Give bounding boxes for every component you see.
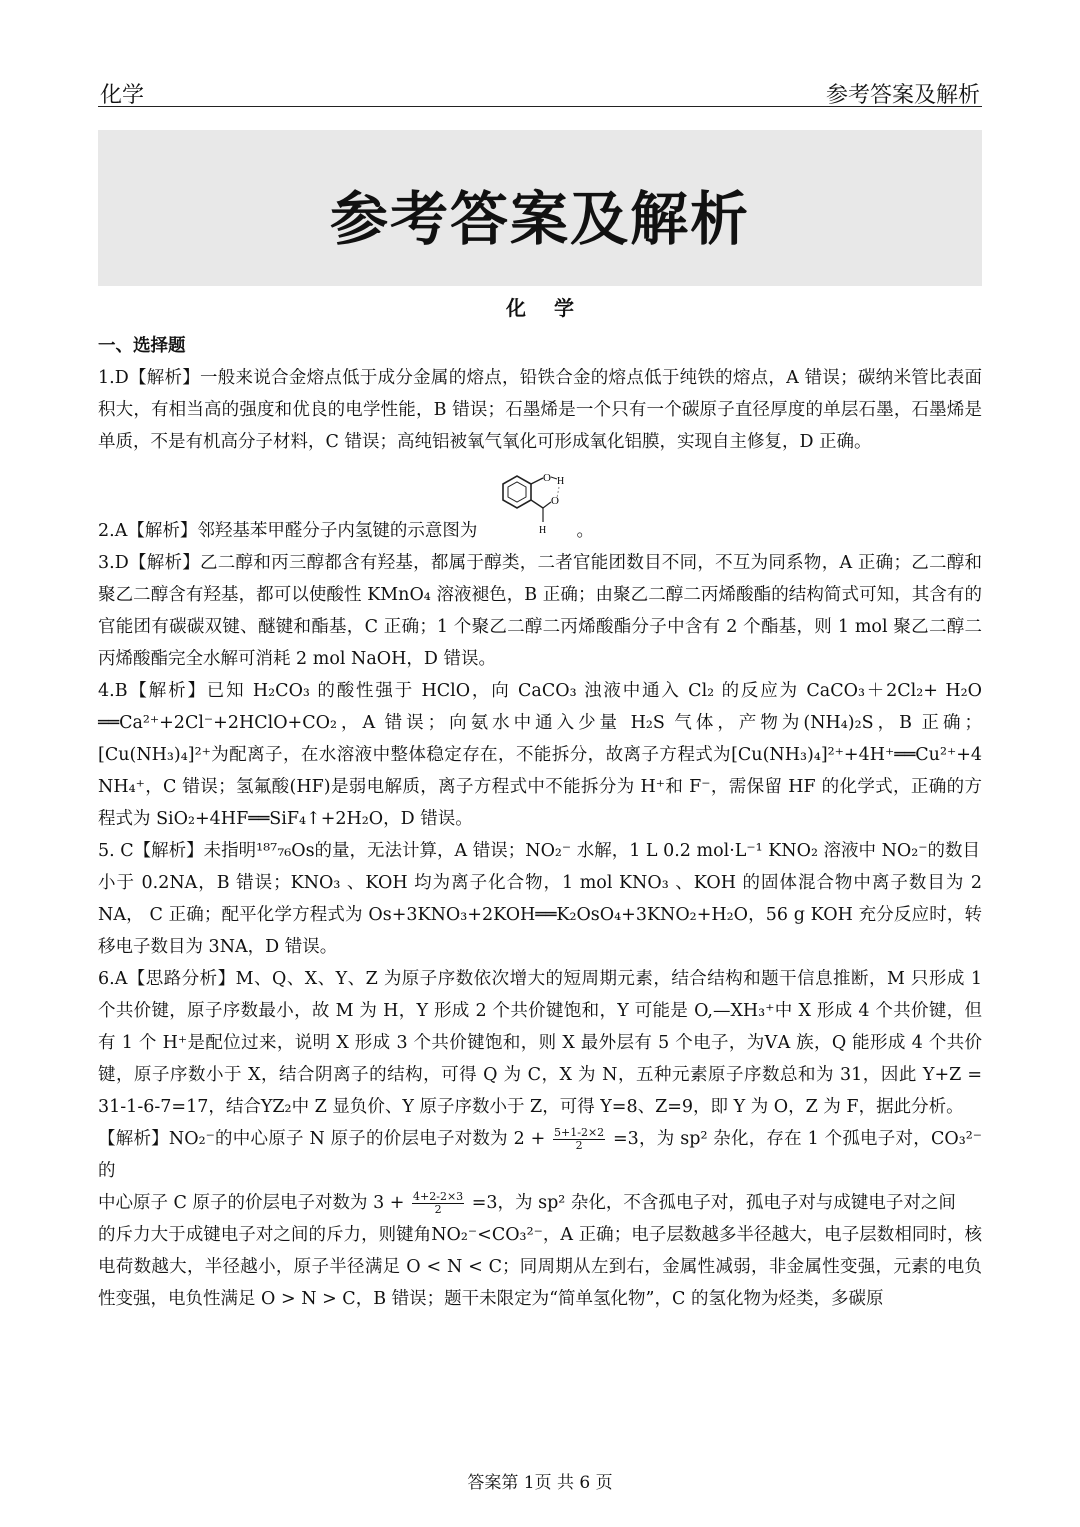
page-title: 参考答案及解析 [329,185,750,253]
fraction-n-pairs [553,1127,605,1152]
answer-1: 1.D【解析】一般来说合金熔点低于成分金属的熔点，铅铁合金的熔点低于纯铁的熔点，A 错误；碳纳米管比表面积大，有相当高的强度和优良的电学性能，B 错误；石墨烯是一个只有一个碳原子直径厚度的单层石墨，石墨烯是单质，不是有机高分子材料，C 错误；高纯铝被氧气氧化可形成氧化铝膜，实现自主修复，D 正确。 [98,368,982,452]
answer-5-part-2: 小于 0.2NA，B 错误；KNO₃ 、KOH 均为离子化合物，1 mol KNO₃ 、KOH 的固体混合物中离子数目为 2 NA， C 正确；配平化学方程式为 Os+3KNO₃+2KOH══K₂OsO₄+3KNO₂+H₂O，56 g KOH 充分反应时，转移电子数目为 3NA，D 错误。 [98,873,982,957]
answer-content [98,330,982,1315]
answer-6-solution-line-1 [98,1123,982,1187]
oxygen-2-label: O [550,495,559,507]
answer-6-s2b: =3，为 sp² 杂化，不含孤电子对，孤电子对与成键电子对之间 [471,1193,956,1213]
hydrogen-2-label: H [538,525,547,536]
answer-2 [98,470,982,547]
benzene-ring [503,476,531,508]
answer-4: 4.B【解析】已知 H₂CO₃ 的酸性强于 HClO，向 CaCO₃ 浊液中通入 Cl₂ 的反应为 CaCO₃＋2Cl₂+ H₂O ══Ca²⁺+2Cl⁻+2HClO+CO₂，A 错误；向氨水中通入少量 H₂S 气体，产物为(NH₄)₂S，B 正确；[Cu(NH₃)₄]²⁺为配离子，在水溶液中整体稳定存在，不能拆分，故离子方程式为[Cu(NH₃)₄]²⁺+4H⁺══Cu²⁺+4 NH₄⁺，C 错误；氢氟酸(HF)是弱电解质，离子方程式中不能拆分为 H⁺和 F⁻，需保留 HF 的化学式，正确的方程式为 SiO₂+4HF══SiF₄↑+2H₂O，D 错误。 [98,681,982,829]
salicylaldehyde-hbond-figure [485,470,569,547]
header-doc-title: 参考答案及解析 [825,83,980,108]
answer-6-analysis: 6.A【思路分析】M、Q、X、Y、Z 为原子序数依次增大的短周期元素，结合结构和题干信息推断，M 只形成 1 个共价键，原子序数最小，故 M 为 H，Y 形成 2 个共价键饱和，Y 可能是 O,—XH₃⁺中 X 形成 4 个共价键，但有 1 个 H⁺是配位过来，说明 X 形成 3 个共价键饱和，则 X 最外层有 5 个电子，为ⅤA 族，Q 能形成 4 个共价键，原子序数小于 X，结合阴离子的结构，可得 Q 为 C，X 为 N，五种元素原子序数总和为 31，因此 Y+Z = 31-1-6-7=17，结合YZ₂中 Z 显负价、Y 原子序数小于 Z，可得 Y=8、Z=9，即 Y 为 O，Z 为 F，据此分析。 [98,969,982,1117]
answer-6-solution-line-2 [98,1187,982,1219]
answer-2-end: 。 [576,521,594,541]
header-subject: 化学 [100,83,145,108]
answer-6-s2a: 中心原子 C 原子的价层电子对数为 3 + [98,1193,405,1213]
bond-cho [531,500,543,508]
fraction-denominator: 2 [575,1139,583,1152]
answer-6-s1a: 【解析】NO₂⁻的中心原子 N 原子的价层电子对数为 2 + [98,1129,546,1149]
bond-oh [531,478,543,484]
section-heading: 一、选择题 [98,336,186,356]
title-banner [98,130,982,286]
fraction-c-pairs [412,1191,464,1216]
answer-5-part-1: 5. C【解析】未指明¹⁸⁷₇₆Os的量，无法计算，A 错误；NO₂⁻ 水解，1 L 0.2 mol·L⁻¹ KNO₂ 溶液中 NO₂⁻的数目 [98,841,981,861]
hydrogen-1-label: H [556,476,565,487]
answer-2-text: 2.A【解析】邻羟基苯甲醛分子内氢键的示意图为 [98,521,478,541]
page-footer: 答案第 1页 共 6 页 [467,1473,613,1493]
molecule-diagram [485,470,569,536]
fraction-numerator: 4+2-2×3 [413,1190,464,1203]
fraction-denominator: 2 [434,1203,442,1216]
fraction-numerator: 5+1-2×2 [554,1126,605,1139]
page-header [98,76,982,107]
subject-heading: 化学 [506,296,602,320]
answer-6-s1b: =3，为 sp² 杂化，存在 1 个孤电子对，CO₃²⁻的 [98,1129,982,1181]
answer-6-solution-rest: 的斥力大于成键电子对之间的斥力，则键角NO₂⁻<CO₃²⁻，A 正确；电子层数越多半径越大，电子层数相同时，核电荷数越大，半径越小，原子半径满足 O < N < C；同周期从左到右，金属性减弱，非金属性变强，元素的电负性变强，电负性满足 O > N > C，B 错误；题干未限定为“简单氢化物”，C 的氢化物为烃类，多碳原 [98,1225,982,1309]
answer-3: 3.D【解析】乙二醇和丙三醇都含有羟基，都属于醇类，二者官能团数目不同，不互为同系物，A 正确；乙二醇和聚乙二醇含有羟基，都可以使酸性 KMnO₄ 溶液褪色，B 正确；由聚乙二醇二丙烯酸酯的结构简式可知，其含有的官能团有碳碳双键、醚键和酯基，C 正确；1 个聚乙二醇二丙烯酸酯分子中含有 2 个酯基，则 1 mol 聚乙二醇二丙烯酸酯完全水解可消耗 2 mol NaOH，D 错误。 [98,553,982,669]
bond-co-double [543,502,551,508]
oxygen-1-label: O [542,472,551,484]
benzene-inner-ring [508,482,526,502]
